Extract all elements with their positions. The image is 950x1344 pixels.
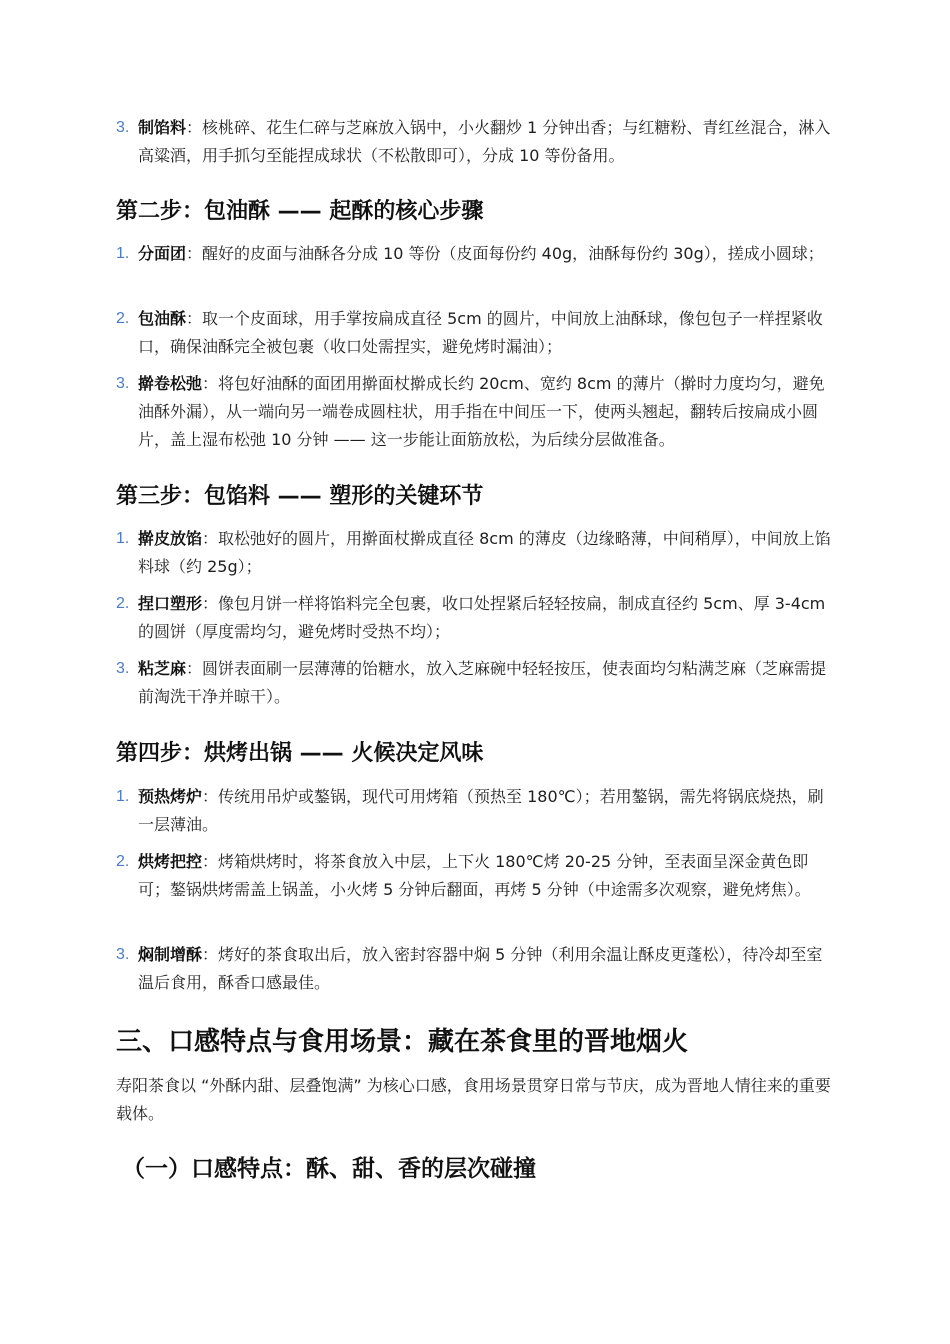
list-number: 1. — [116, 530, 130, 547]
section3-heading: 三、口感特点与食用场景：藏在茶食里的晋地烟火 — [116, 1027, 689, 1057]
list-text: ：取松弛好的圆片，用擀面杖擀成直径 8cm 的薄皮（边缘略薄，中间稍厚），中间放上馅料球（约 25g）； — [138, 529, 831, 576]
list-number: 3. — [116, 660, 130, 677]
list-item-step2-3 — [116, 370, 836, 454]
list-term: 分面团 — [138, 244, 187, 263]
list-number: 1. — [116, 245, 130, 262]
list-number: 3. — [116, 375, 130, 392]
list-text: ：醒好的皮面与油酥各分成 10 等份（皮面每份约 40g，油酥每份约 30g），搓成小圆球； — [186, 244, 824, 263]
list-item-step3-3 — [116, 655, 836, 711]
list-term: 预热烤炉 — [138, 787, 203, 806]
list-term: 制馅料 — [138, 118, 187, 137]
step3-heading: 第三步：包馅料 —— 塑形的关键环节 — [116, 484, 484, 509]
list-item-step4-1 — [116, 783, 836, 839]
list-item-filling-3 — [116, 114, 836, 170]
step4-heading: 第四步：烘烤出锅 —— 火候决定风味 — [116, 741, 484, 766]
list-text: ：核桃碎、花生仁碎与芝麻放入锅中，小火翻炒 1 分钟出香；与红糖粉、青红丝混合，淋入高粱酒，用手抓匀至能捏成球状（不松散即可），分成 10 等份备用。 — [138, 118, 831, 165]
list-text: ：将包好油酥的面团用擀面杖擀成长约 20cm、宽约 8cm 的薄片（擀时力度均匀，避免油酥外漏），从一端向另一端卷成圆柱状，用手指在中间压一下，使两头翘起，翻转后按扁成小圆片，盖上湿布松弛 10 分钟 —— 这一步能让面筋放松，为后续分层做准备。 — [138, 374, 825, 449]
list-text: ：圆饼表面刷一层薄薄的饴糖水，放入芝麻碗中轻轻按压，使表面均匀粘满芝麻（芝麻需提前淘洗干净并晾干）。 — [138, 659, 827, 706]
list-text: ：取一个皮面球，用手掌按扁成直径 5cm 的圆片，中间放上油酥球，像包包子一样捏紧收口，确保油酥完全被包裹（收口处需捏实，避免烤时漏油）； — [138, 309, 823, 356]
list-item-step4-3 — [116, 941, 836, 997]
list-term: 包油酥 — [138, 309, 187, 328]
list-number: 3. — [116, 119, 130, 136]
list-term: 焖制增酥 — [138, 945, 203, 964]
list-term: 擀皮放馅 — [138, 529, 203, 548]
section3-subheading-1: （一）口感特点：酥、甜、香的层次碰撞 — [122, 1156, 536, 1182]
list-text: ：传统用吊炉或鏊锅，现代可用烤箱（预热至 180℃）；若用鏊锅，需先将锅底烧热，刷一层薄油。 — [138, 787, 824, 834]
list-number: 2. — [116, 595, 130, 612]
list-item-step3-1 — [116, 525, 836, 581]
list-number: 3. — [116, 946, 130, 963]
list-item-step3-2 — [116, 590, 836, 646]
section3-intro: 寿阳茶食以 “外酥内甜、层叠饱满” 为核心口感，食用场景贯穿日常与节庆，成为晋地人情往来的重要载体。 — [116, 1076, 831, 1123]
list-number: 1. — [116, 788, 130, 805]
list-term: 捏口塑形 — [138, 594, 203, 613]
step2-heading: 第二步：包油酥 —— 起酥的核心步骤 — [116, 199, 484, 224]
list-term: 烘烤把控 — [138, 852, 203, 871]
list-item-step2-1 — [116, 240, 836, 268]
list-number: 2. — [116, 853, 130, 870]
list-number: 2. — [116, 310, 130, 327]
list-term: 擀卷松弛 — [138, 374, 203, 393]
list-text: ：像包月饼一样将馅料完全包裹，收口处捏紧后轻轻按扁，制成直径约 5cm、厚 3-4cm 的圆饼（厚度需均匀，避免烤时受热不均）； — [138, 594, 826, 641]
list-item-step4-2 — [116, 848, 836, 904]
list-term: 粘芝麻 — [138, 659, 187, 678]
list-text: ：烤箱烘烤时，将茶食放入中层，上下火 180℃烤 20-25 分钟，至表面呈深金黄色即可；鏊锅烘烤需盖上锅盖，小火烤 5 分钟后翻面，再烤 5 分钟（中途需多次观察，避免烤焦）。 — [138, 852, 811, 899]
list-item-step2-2 — [116, 305, 836, 361]
list-text: ：烤好的茶食取出后，放入密封容器中焖 5 分钟（利用余温让酥皮更蓬松），待冷却至室温后食用，酥香口感最佳。 — [138, 945, 823, 992]
